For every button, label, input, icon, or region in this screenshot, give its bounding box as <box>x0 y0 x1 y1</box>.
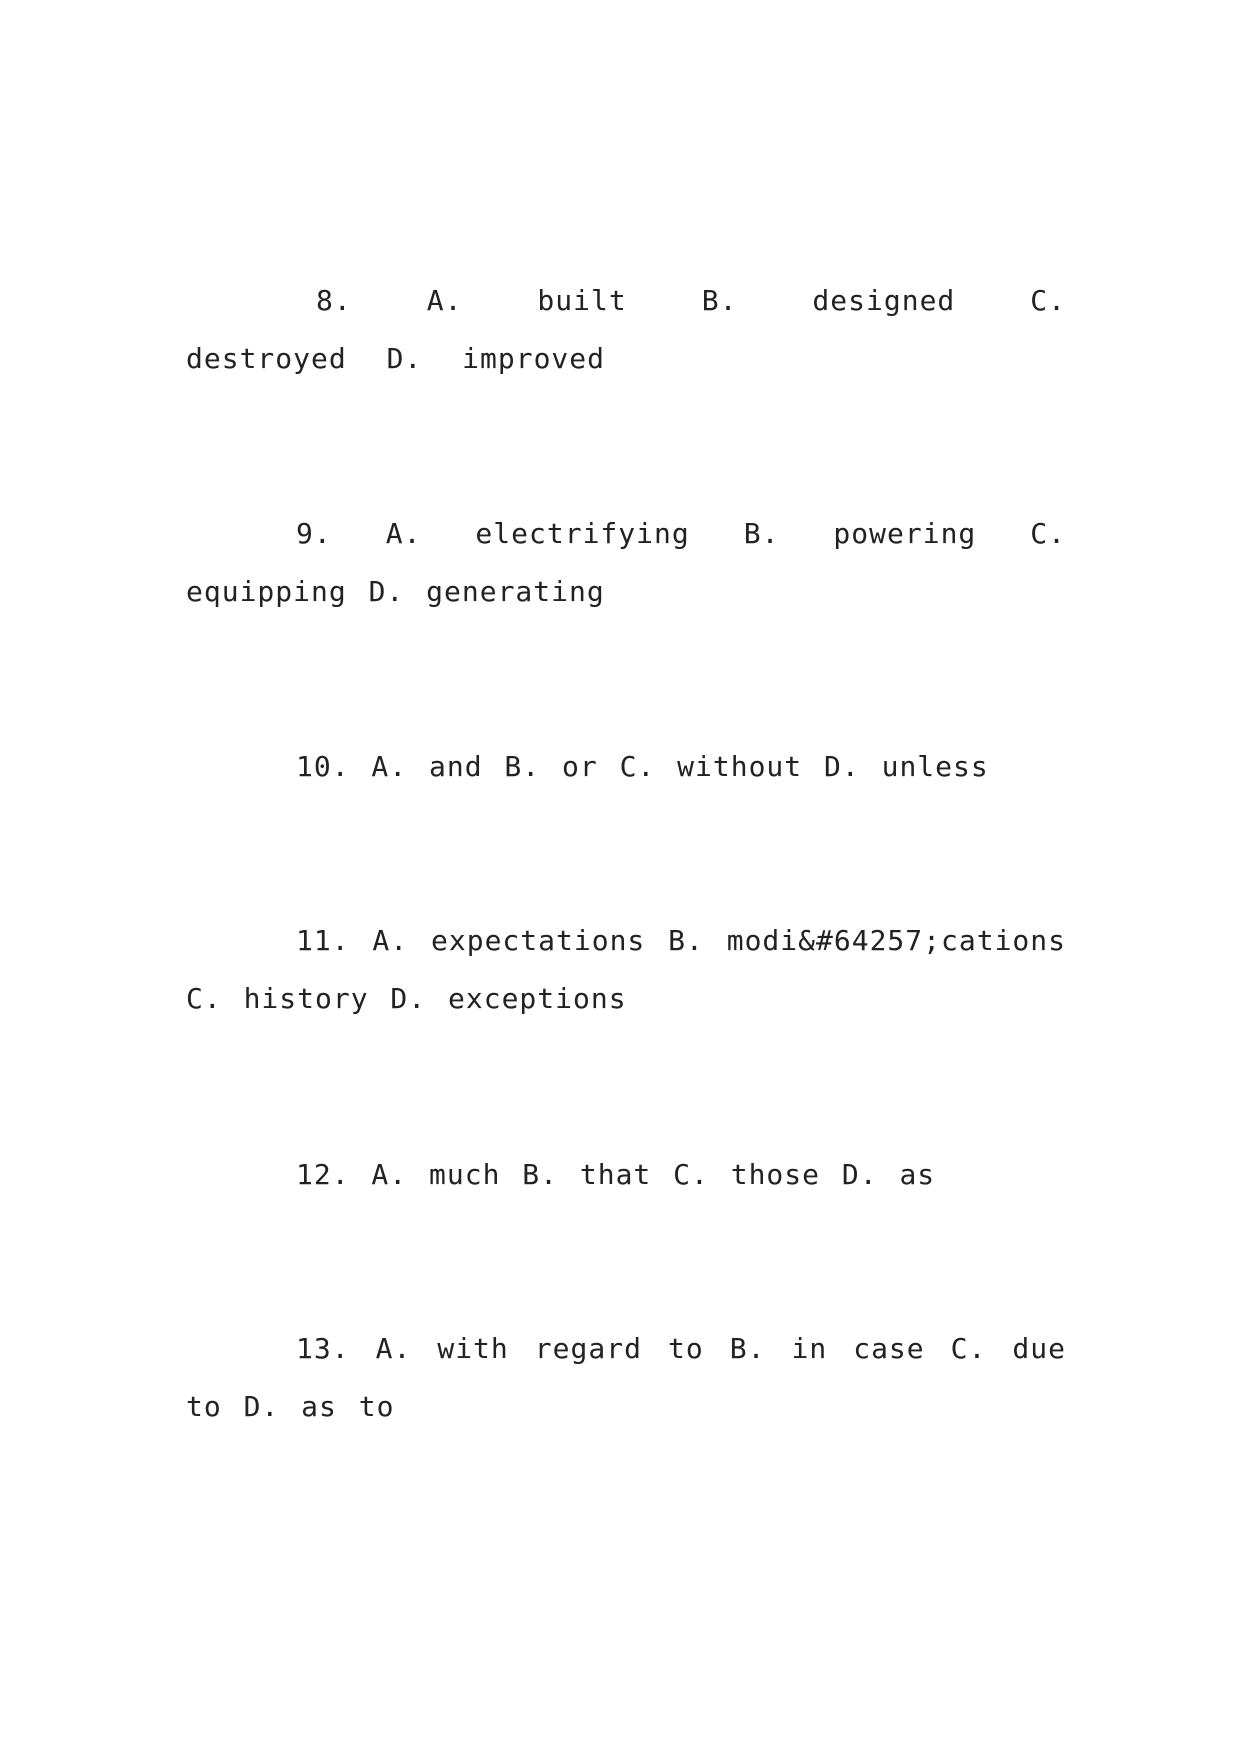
question-10-text: 10. A. and B. or C. without D. unless <box>296 750 989 783</box>
question-9-text: 9. A. electrifying B. powering C. equipping D. generating <box>186 517 1066 608</box>
question-11-text: 11. A. expectations B. modi&#64257;cations C. history D. exceptions <box>186 924 1066 1015</box>
question-8-text: 8. A. built B. designed C. destroyed D. improved <box>186 284 1066 375</box>
question-12-options <box>186 1146 1066 1204</box>
question-11-options <box>186 912 1066 1028</box>
question-8-options <box>186 272 1066 388</box>
question-12-text: 12. A. much B. that C. those D. as <box>296 1158 936 1191</box>
question-13-options <box>186 1320 1066 1436</box>
question-13-text: 13. A. with regard to B. in case C. due to D. as to <box>186 1332 1066 1423</box>
question-10-options <box>186 738 1066 796</box>
question-9-options <box>186 505 1066 621</box>
